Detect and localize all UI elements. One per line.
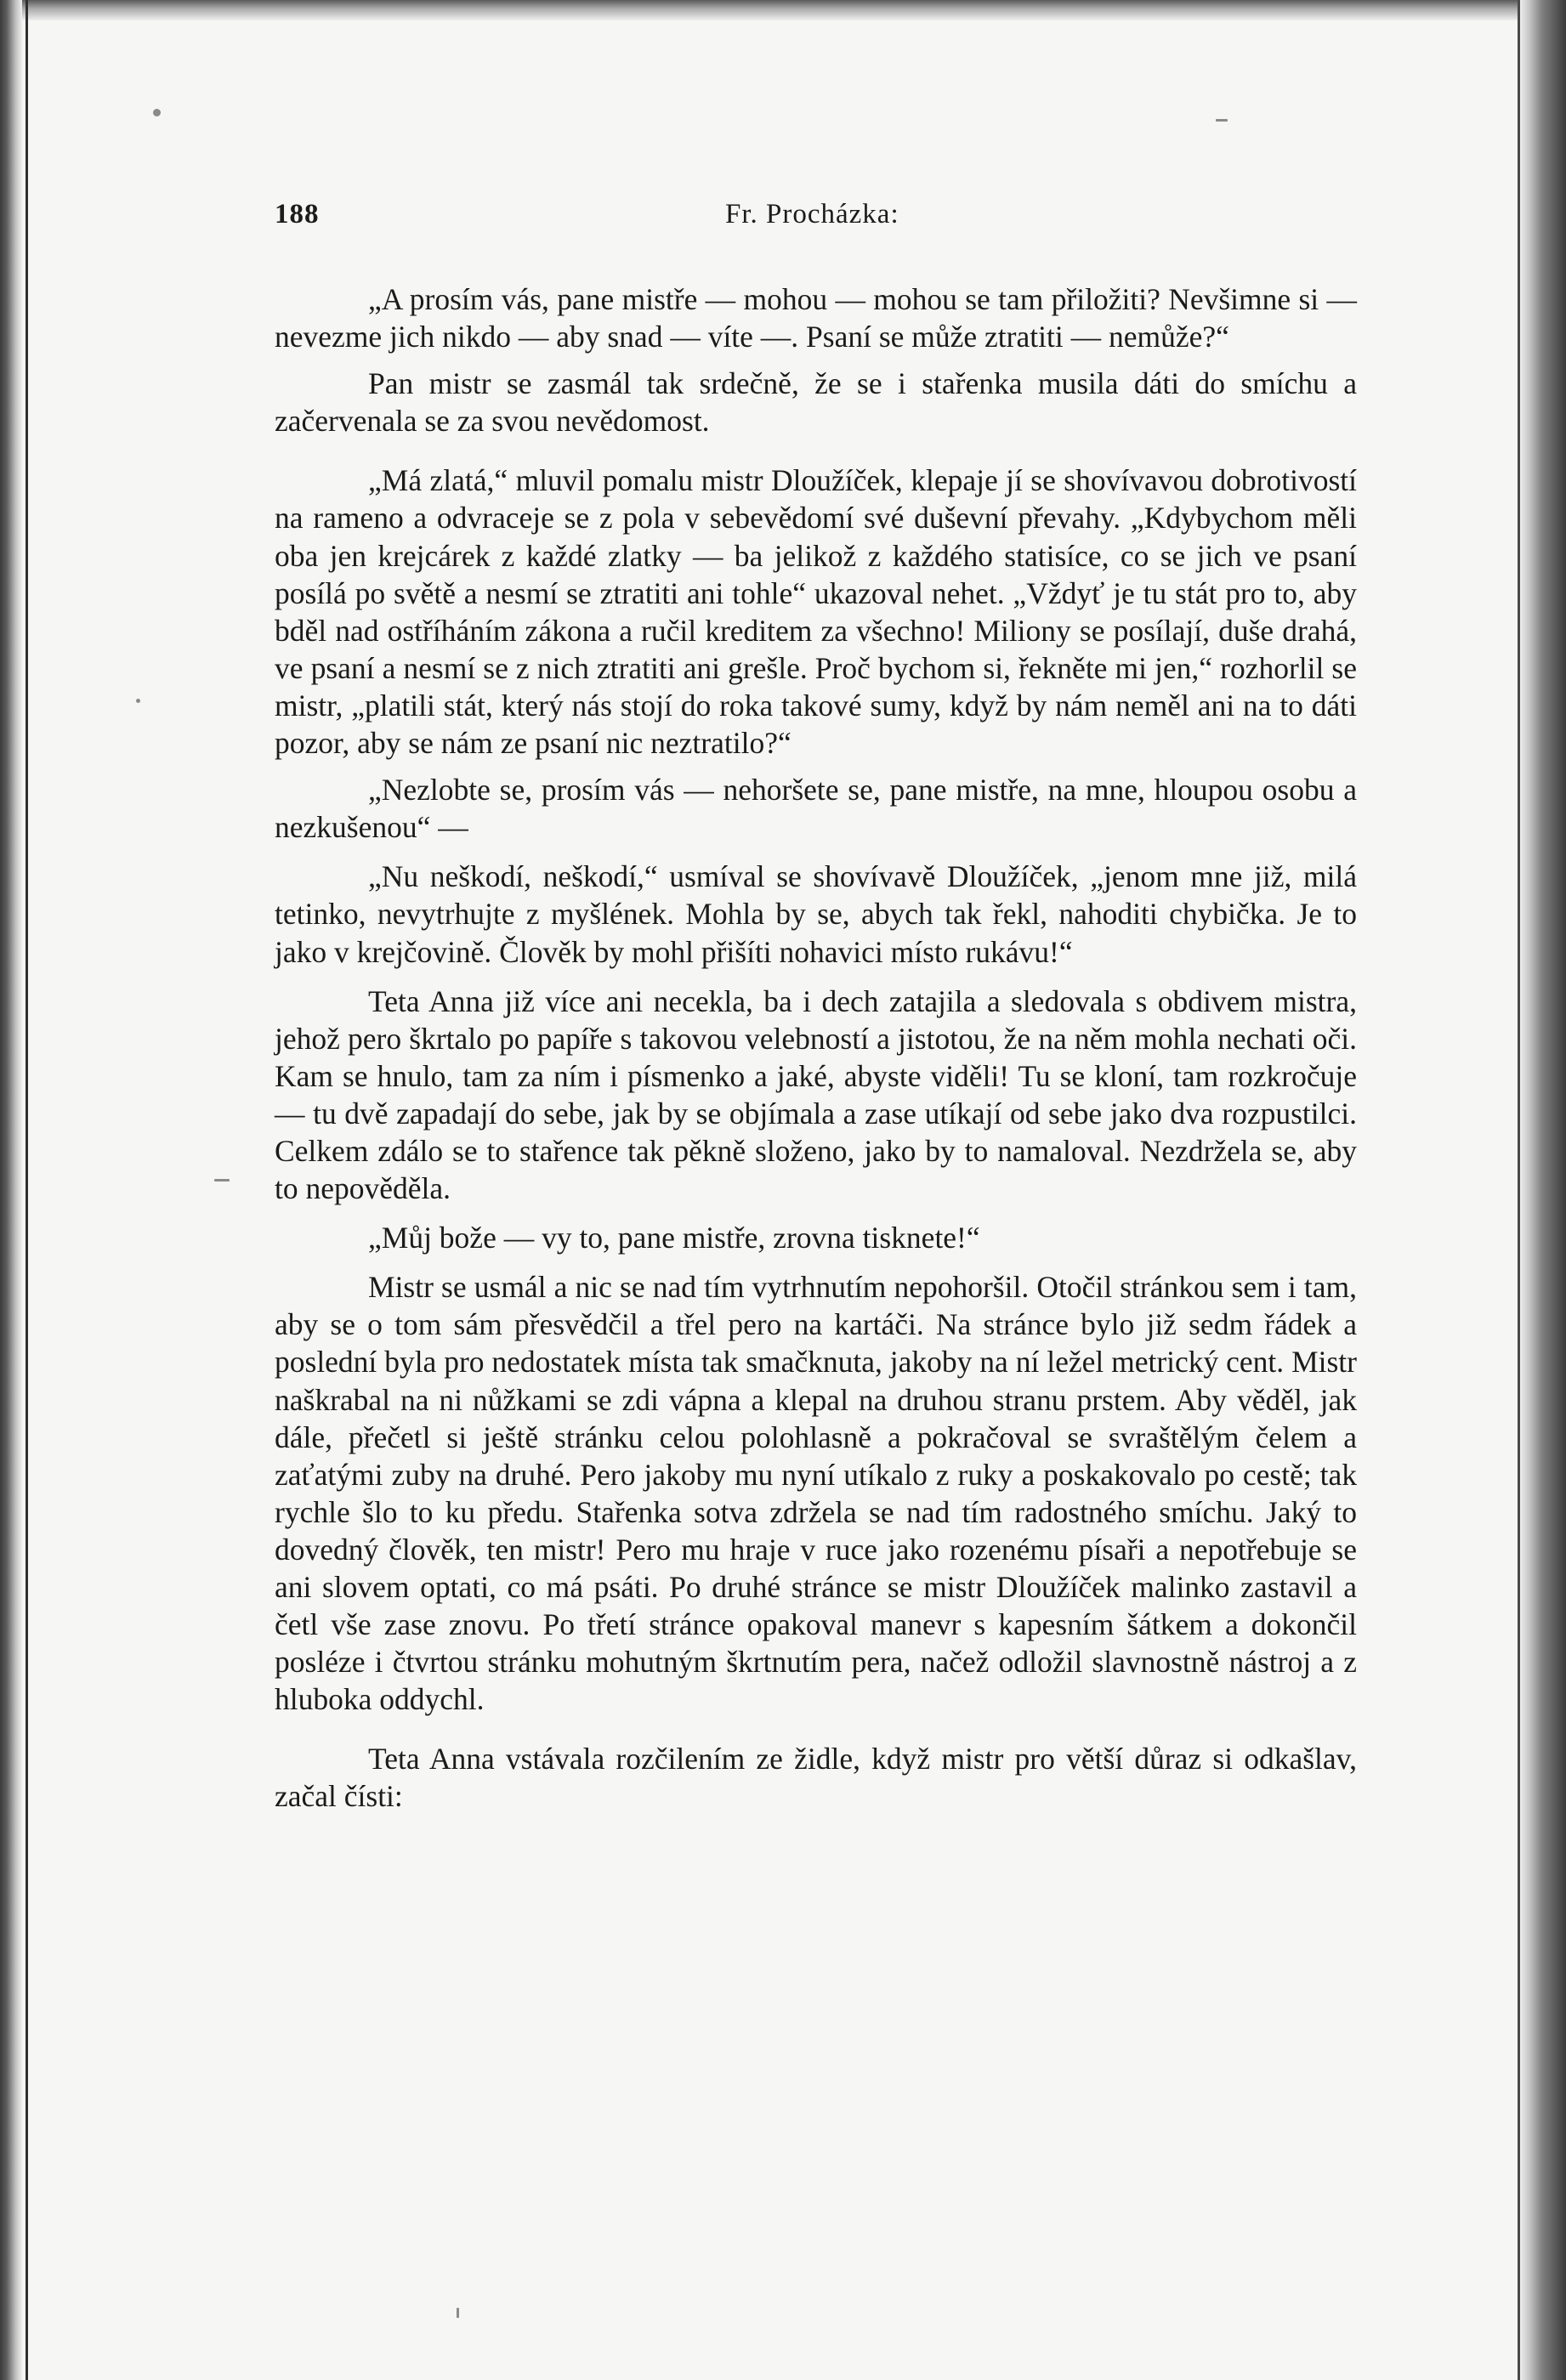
- paragraph: „Můj bože — vy to, pane mistře, zrovna tisknete!“: [368, 1221, 980, 1255]
- paragraph: „Má zlatá,“ mluvil pomalu mistr Dloužíček, klepaje jí se shovívavou dobrotivostí na rameno a odvraceje se z pola v sebevědomí své duševní převahy. „Kdybychom měli oba jen krejcárek z každé zlatky — ba jelikož z každého statisíce, co se jich ve psaní posílá po světě a nesmí se ztratiti ani tohle“ ukazoval nehet. „Vždyť je tu stát pro to, aby bděl nad ostříháním zákona a ručil kreditem za všechno! Miliony se posílají, duše drahá, ve psaní a nesmí se z nich ztratiti ani grešle. Proč bychom si, řekněte mi jen,“ rozhorlil se mistr, „platili stát, který nás stojí do roka takové sumy, když by nám neměl ani na to dáti pozor, aby se nám ze psaní nic neztratilo?“: [275, 463, 1357, 761]
- body-text: [275, 280, 1357, 1816]
- paragraph: „Nu neškodí, neškodí,“ usmíval se shovívavě Dloužíček, „jenom mne již, milá tetinko, nevytrhujte z myšlének. Mohla by se, abych tak řekl, nahoditi chybička. Je to jako v krejčovině. Člověk by mohl přišíti nohavici místo rukávu!“: [275, 859, 1357, 969]
- page-header: [275, 199, 1354, 236]
- paragraph: Teta Anna vstávala rozčilením ze židle, když mistr pro větší důraz si odkašlav, začal čísti:: [275, 1742, 1357, 1814]
- paragraph: Pan mistr se zasmál tak srdečně, že se i stařenka musila dáti do smíchu a začervenala se za svou nevědomost.: [275, 366, 1357, 439]
- dust-speck: [153, 109, 161, 116]
- scan-edge-top: [0, 0, 1566, 20]
- running-head-author: Fr. Procházka:: [725, 199, 899, 230]
- paragraph: Mistr se usmál a nic se nad tím vytrhnutím nepohoršil. Otočil stránkou sem i tam, aby se o tom sám přesvědčil a třel pero na kartáči. Na stránce bylo již sedm řádek a poslední byla pro nedostatek místa tak smačknuta, jakoby na ní ležel metrický cent. Mistr naškrabal na ni nůžkami se zdi vápna a klepal na druhou stranu prstem. Aby věděl, jak dále, přečetl si ještě stránku celou polohlasně a pokračoval se svraštělým čelem a zaťatými zuby na druhé. Pero jakoby mu nyní utíkalo z ruky a poskakovalo po cestě; tak rychle šlo to ku předu. Stařenka sotva zdržela se nad tím radostného smíchu. Jaký to dovedný člověk, ten mistr! Pero mu hraje v ruce jako rozenému písaři a nepotřebuje se ani slovem optati, co má psáti. Po druhé stránce se mistr Dloužíček malinko zastavil a četl vše zase znovu. Po třetí stránce opakoval manevr s kapesním šátkem a dokončil posléze i čtvrtou stránku mohutným škrtnutím pera, načež odložil slavnostně nástroj a z hluboka oddychl.: [275, 1270, 1357, 1717]
- paragraph: „Nezlobte se, prosím vás — nehoršete se, pane mistře, na mne, hloupou osobu a nezkušenou“ —: [275, 773, 1357, 845]
- dust-speck: [136, 699, 140, 703]
- scan-edge-left: [0, 0, 22, 2380]
- dust-speck: [1216, 119, 1228, 122]
- scan-edge-right: [1520, 0, 1566, 2380]
- page-number: 188: [275, 199, 320, 230]
- scan-binding-line: [26, 0, 28, 2380]
- dust-speck: [457, 2308, 459, 2318]
- paragraph: „A prosím vás, pane mistře — mohou — mohou se tam přiložiti? Nevšimne si — nevezme jich nikdo — aby snad — víte —. Psaní se může ztratiti — nemůže?“: [275, 282, 1357, 354]
- dust-speck: [214, 1179, 230, 1182]
- paragraph: Teta Anna již více ani necekla, ba i dech zatajila a sledovala s obdivem mistra, jehož pero škrtalo po papíře s takovou velebností a jistotou, že na něm mohla nechati oči. Kam se hnulo, tam za ním i písmenko a jaké, abyste viděli! Tu se kloní, tam rozkročuje — tu dvě zapadají do sebe, jak by se objímala a zase utíkají od sebe jako dva rozpustilci. Celkem zdálo se to stařence tak pěkně složeno, jako by to namaloval. Nezdržela se, aby to nepověděla.: [275, 983, 1357, 1206]
